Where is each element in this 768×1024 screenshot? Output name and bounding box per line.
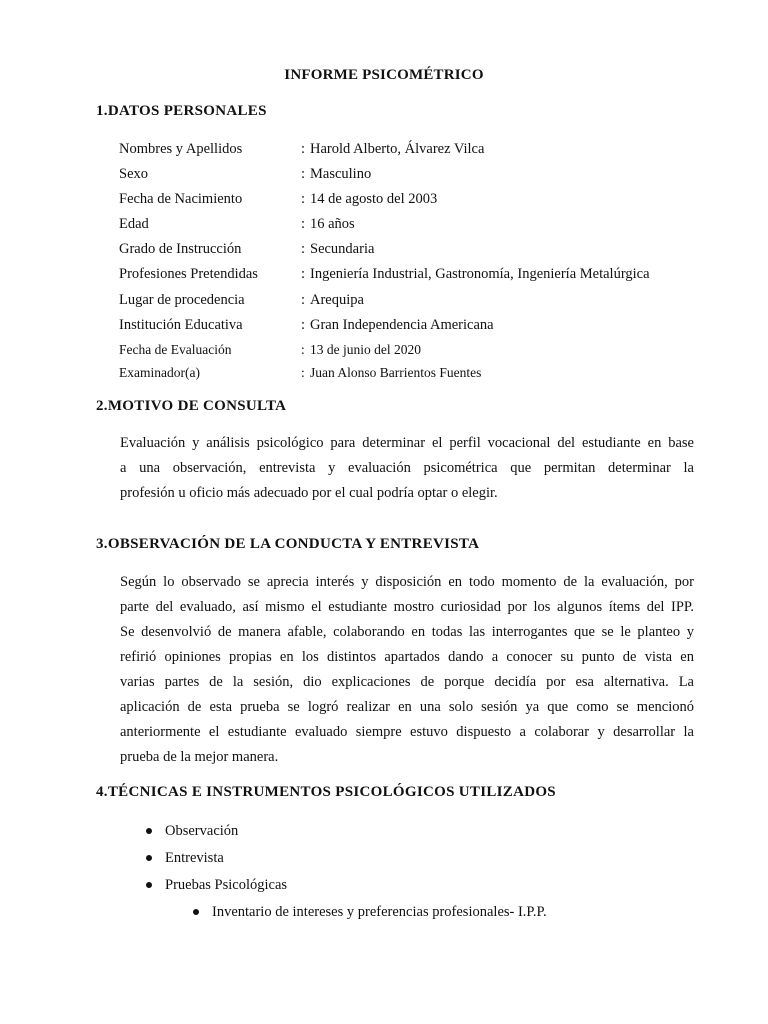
field-fecha-nacimiento bbox=[119, 191, 709, 211]
field-value: 14 de agosto del 2003 bbox=[310, 191, 438, 207]
paragraph-line: Se desenvolvió de manera afable, colaborando en todas las interrogantes que se le planteo y bbox=[120, 624, 694, 640]
field-value: Masculino bbox=[310, 166, 372, 182]
field-value: Secundaria bbox=[310, 241, 375, 257]
paragraph-line: parte del evaluado, así mismo el estudiante mostro curiosidad por los algunos ítems del IPP. bbox=[120, 599, 694, 615]
bullet-icon bbox=[146, 882, 152, 888]
field-label: Profesiones Pretendidas bbox=[119, 266, 258, 282]
field-institucion-educativa bbox=[119, 317, 709, 337]
paragraph-line: Según lo observado se aprecia interés y disposición en todo momento de la evaluación, por bbox=[120, 574, 694, 590]
field-value: 16 años bbox=[310, 216, 355, 232]
document-title: INFORME PSICOMÉTRICO bbox=[284, 67, 484, 83]
field-colon: : bbox=[301, 365, 305, 380]
field-value: Ingeniería Industrial, Gastronomía, Ingeniería Metalúrgica bbox=[310, 266, 650, 282]
field-label: Fecha de Evaluación bbox=[119, 342, 232, 357]
paragraph-line: Evaluación y análisis psicológico para determinar el perfil vocacional del estudiante en base bbox=[120, 435, 694, 451]
section-heading-observacion: 3.OBSERVACIÓN DE LA CONDUCTA Y ENTREVISTA bbox=[96, 536, 480, 552]
list-item-text: Inventario de intereses y preferencias profesionales- I.P.P. bbox=[212, 904, 547, 920]
section-heading-tecnicas: 4.TÉCNICAS E INSTRUMENTOS PSICOLÓGICOS UTILIZADOS bbox=[96, 784, 556, 800]
field-profesiones-pretendidas bbox=[119, 266, 709, 286]
paragraph-line: profesión u oficio más adecuado por el cual podría optar o elegir. bbox=[120, 485, 498, 501]
paragraph-line: refirió opiniones propias en los distintos apartados dando a conocer su punto de vista en bbox=[120, 649, 694, 665]
paragraph-line: varias partes de la sesión, dio explicaciones de porque decidía por esa alternativa. La bbox=[120, 674, 694, 690]
field-lugar-procedencia bbox=[119, 292, 709, 312]
field-colon: : bbox=[301, 292, 306, 308]
field-label: Grado de Instrucción bbox=[119, 241, 242, 257]
field-label: Institución Educativa bbox=[119, 317, 243, 333]
field-grado-instruccion bbox=[119, 241, 709, 261]
field-colon: : bbox=[301, 216, 306, 232]
paragraph-line: a una observación, entrevista y evaluación psicométrica que permitan determinar la bbox=[120, 460, 694, 476]
list-item-text: Observación bbox=[165, 823, 239, 839]
field-nombres bbox=[119, 141, 709, 161]
paragraph-line: anteriormente el estudiante evaluado siempre estuvo dispuesto a colaborar y desarrollar la bbox=[120, 724, 694, 740]
field-label: Sexo bbox=[119, 166, 148, 182]
field-label: Fecha de Nacimiento bbox=[119, 191, 243, 207]
field-colon: : bbox=[301, 317, 306, 333]
field-colon: : bbox=[301, 141, 306, 157]
bullet-icon bbox=[146, 855, 152, 861]
field-colon: : bbox=[301, 342, 305, 357]
field-examinador bbox=[119, 365, 709, 385]
paragraph-line: aplicación de esta prueba se logró realizar en una solo sesión ya que como se mencionó bbox=[120, 699, 694, 715]
list-item-text: Pruebas Psicológicas bbox=[165, 877, 288, 893]
field-label: Examinador(a) bbox=[119, 365, 200, 380]
bullet-icon bbox=[193, 909, 199, 915]
section-heading-motivo-consulta: 2.MOTIVO DE CONSULTA bbox=[96, 398, 287, 414]
bullet-icon bbox=[146, 828, 152, 834]
field-colon: : bbox=[301, 266, 306, 282]
section-heading-datos-personales: 1.DATOS PERSONALES bbox=[96, 103, 267, 119]
paragraph-motivo-consulta bbox=[120, 431, 694, 506]
paragraph-line: prueba de la mejor manera. bbox=[120, 749, 279, 765]
field-value: Gran Independencia Americana bbox=[310, 317, 494, 333]
field-label: Lugar de procedencia bbox=[119, 292, 245, 308]
field-value: 13 de junio del 2020 bbox=[310, 342, 421, 357]
field-colon: : bbox=[301, 191, 306, 207]
list-item-text: Entrevista bbox=[165, 850, 224, 866]
field-label: Edad bbox=[119, 216, 149, 232]
field-value: Juan Alonso Barrientos Fuentes bbox=[310, 365, 482, 380]
field-fecha-evaluacion bbox=[119, 342, 709, 362]
field-label: Nombres y Apellidos bbox=[119, 141, 243, 157]
field-colon: : bbox=[301, 241, 306, 257]
field-value: Arequipa bbox=[310, 292, 364, 308]
field-colon: : bbox=[301, 166, 306, 182]
field-value: Harold Alberto, Álvarez Vilca bbox=[310, 141, 485, 157]
paragraph-observacion bbox=[120, 570, 694, 770]
field-edad bbox=[119, 216, 709, 236]
field-sexo bbox=[119, 166, 709, 186]
